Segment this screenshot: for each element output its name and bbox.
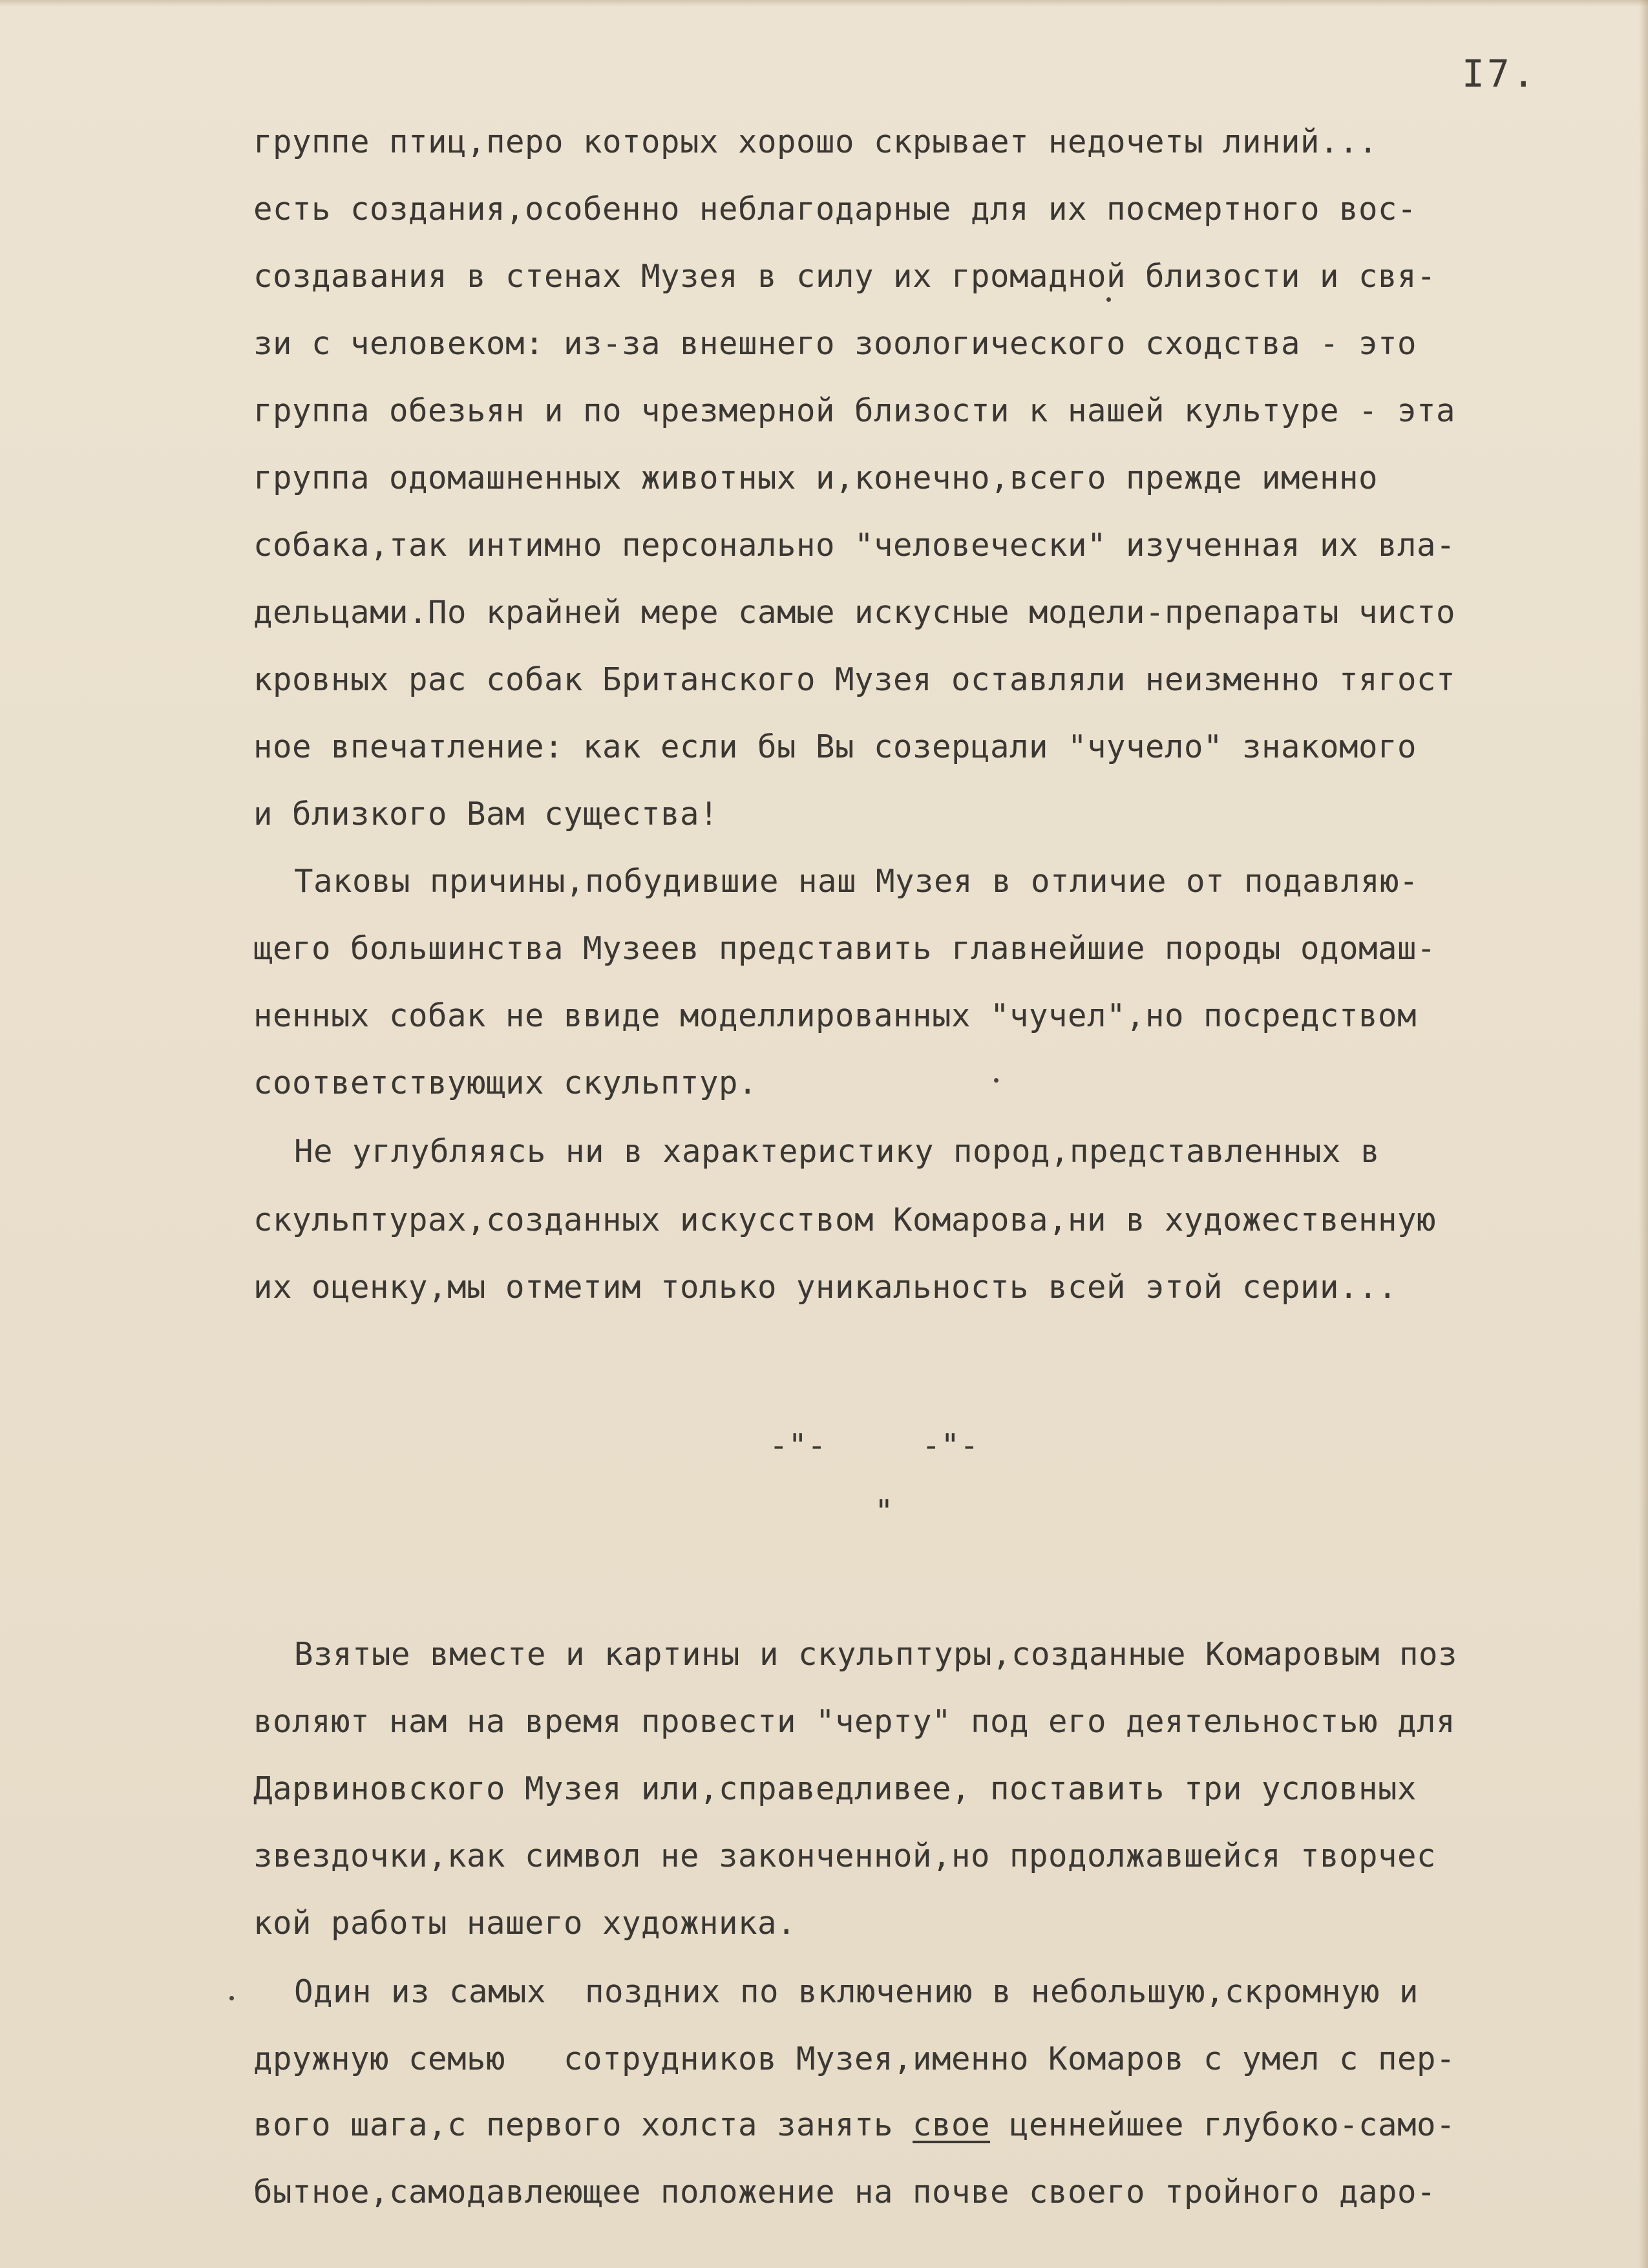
text-line: дельцами.По крайней мере самые искусные модели-препараты чисто — [253, 594, 1456, 631]
text-line: зи с человеком: из-за внешнего зоологического сходства - это — [253, 325, 1417, 362]
text-fragment: ценнейшее глубоко-само- — [990, 2106, 1456, 2143]
underlined-word: свое — [913, 2106, 991, 2143]
text-line: скульптурах,созданных искусством Комарова,ни в художественную — [253, 1202, 1437, 1238]
text-line: Не углубляясь ни в характеристику пород,представленных в — [294, 1133, 1380, 1170]
text-line: кровных рас собак Британского Музея оставляли неизменно тягост — [253, 661, 1456, 698]
text-line: создавания в стенах Музея в силу их громадной близости и свя- — [253, 258, 1437, 295]
text-line: Один из самых поздних по включению в небольшую,скромную и — [294, 1973, 1419, 2010]
text-line: щего большинства Музеев представить главнейшие породы одомаш- — [253, 930, 1437, 967]
text-line: собака,так интимно персонально "человечески" изученная их вла- — [253, 527, 1456, 564]
ink-speck — [994, 1078, 998, 1083]
text-line: и близкого Вам существа! — [253, 796, 719, 832]
text-line: Дарвиновского Музея или,справедливее, поставить три условных — [253, 1770, 1417, 1807]
page-number: I7. — [1462, 52, 1537, 96]
text-line: группа одомашненных животных и,конечно,всего прежде именно — [253, 460, 1379, 496]
text-line: кой работы нашего художника. — [253, 1905, 797, 1942]
text-line: Взятые вместе и картины и скульптуры,созданные Комаровым поз — [294, 1636, 1458, 1673]
text-line: Таковы причины,побудившие наш Музея в отличие от подавляю- — [294, 863, 1419, 900]
text-line: группа обезьян и по чрезмерной близости к нашей культуре - эта — [253, 392, 1456, 429]
text-line — [253, 2106, 1455, 2145]
text-line: их оценку,мы отметим только уникальность всей этой серии... — [253, 1269, 1398, 1306]
separator-mark: " — [874, 1493, 894, 1530]
text-line: звездочки,как символ не законченной,но продолжавшейся творчес — [253, 1838, 1437, 1874]
text-fragment: вого шага,с первого холста занять — [253, 2106, 913, 2143]
text-line: ненных собак не ввиде моделлированных "чучел",но посредством — [253, 997, 1417, 1034]
text-line: группе птиц,перо которых хорошо скрывает недочеты линий... — [253, 123, 1379, 160]
separator-marks: -"- -"- — [769, 1427, 979, 1464]
text-line: ное впечатление: как если бы Вы созерцали "чучело" знакомого — [253, 728, 1417, 765]
text-line: воляют нам на время провести "черту" под его деятельностью для — [253, 1703, 1456, 1740]
page-edge-right — [1639, 0, 1648, 2268]
text-line: есть создания,особенно неблагодарные для их посмертного вос- — [253, 191, 1417, 228]
text-line: соответствующих скульптур. — [253, 1065, 758, 1101]
ink-speck — [229, 1996, 234, 2000]
text-line: бытное,самодавлеющее положение на почве своего тройного даро- — [253, 2174, 1437, 2210]
page-edge-top — [0, 0, 1648, 6]
text-line: дружную семью сотрудников Музея,именно Комаров с умел с пер- — [253, 2040, 1456, 2077]
ink-speck — [1106, 297, 1111, 302]
